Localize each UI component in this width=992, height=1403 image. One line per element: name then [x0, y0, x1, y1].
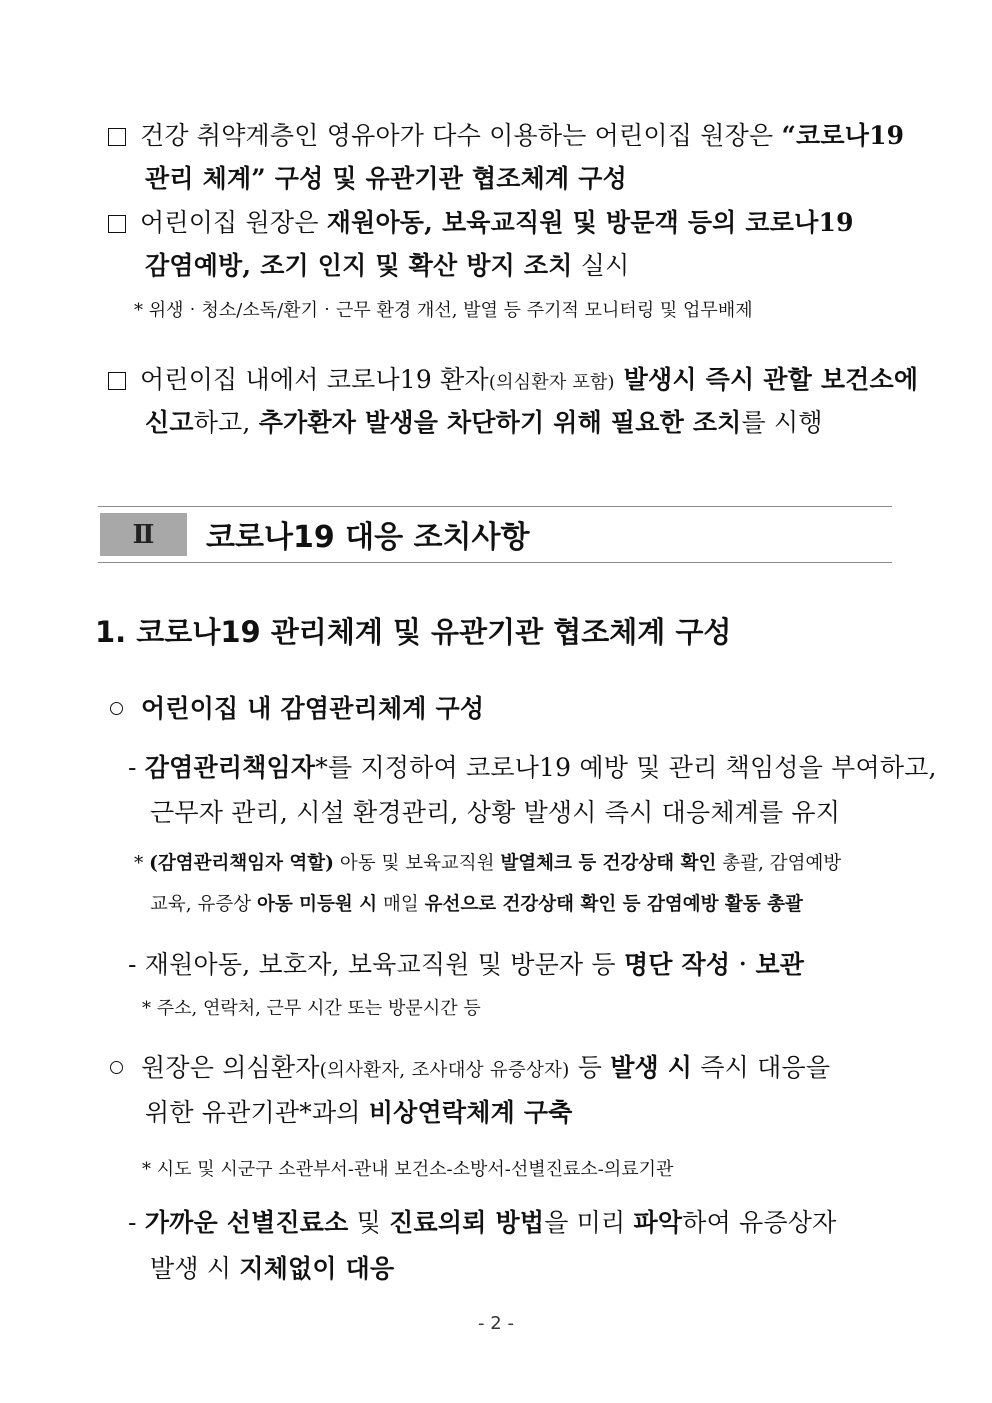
sub-2-dash-1-line-2: [150, 1249, 394, 1285]
text: 실시: [572, 251, 630, 280]
text: *과의: [299, 1098, 369, 1127]
intro-item-1-line-2: 관리 체계” 구성 및 유관기관 협조체계 구성: [145, 164, 627, 193]
text-bold: 발생시 즉시 관할 보건소에: [614, 365, 919, 394]
text: 어린이집 원장은: [140, 208, 327, 237]
sub-1-title: [110, 689, 484, 725]
dash-bullet: -: [128, 950, 145, 979]
sub-2-dash-1-line-1: [128, 1203, 837, 1239]
text-bold: 재원아동, 보육교직원 및 방문객 등의 코로나19: [326, 208, 854, 237]
text: 등: [569, 1053, 611, 1082]
text: 어린이집 내 감염관리체계 구성: [141, 694, 485, 723]
intro-item-2-line-2: [145, 246, 629, 282]
sub-1-note-1-line-2: [150, 890, 803, 916]
text: 및: [348, 1208, 390, 1237]
heading-1: 1. 코로나19 관리체계 및 유관기관 협조체계 구성: [95, 615, 732, 649]
text-bold: 유선으로 건강상태 확인 등 감염예방 활동 총괄: [424, 894, 803, 915]
text-bold: 파악: [633, 1208, 683, 1237]
text: 하고,: [193, 408, 259, 437]
text-bold: 아동 미등원 시: [257, 894, 378, 915]
checkbox-icon: [108, 215, 126, 233]
text: 발생 시: [150, 1254, 240, 1283]
text: 원장은 의심환자: [141, 1053, 320, 1082]
text-bold: (감염관리책임자 역할): [149, 853, 334, 874]
text: 위한 유관기관: [145, 1098, 300, 1127]
checkbox-icon: [108, 372, 126, 390]
page-number: - 2 -: [478, 1313, 514, 1334]
section-title: 코로나19 대응 조치사항: [206, 520, 530, 555]
text-bold: “코로나19: [781, 121, 905, 150]
sub-2-line-2: [145, 1093, 573, 1129]
section-number-box: Ⅱ: [100, 513, 187, 556]
text-bold: 발생 시: [610, 1053, 693, 1082]
text: 교육, 유증상: [150, 894, 257, 915]
dash-bullet: -: [128, 753, 145, 782]
text: 매일: [377, 894, 425, 915]
text-small: (의심환자 포함): [488, 372, 615, 393]
text: 어린이집 내에서 코로나19 환자: [140, 365, 489, 394]
text-bold: 진료의뢰 방법: [389, 1208, 545, 1237]
text-bold: 추가환자 발생을 차단하기 위해 필요한 조치: [258, 408, 742, 437]
text: 재원아동, 보호자, 보육교직원 및 방문자 등: [144, 950, 624, 979]
text-bold: 신고: [145, 408, 194, 437]
text-bold: 감염관리책임자: [144, 753, 316, 782]
dash-bullet: -: [128, 1208, 145, 1237]
sub-1-note-2: * 주소, 연락처, 근무 시간 또는 방문시간 등: [142, 998, 481, 1019]
intro-item-3-line-2: [145, 403, 823, 439]
sub-1-dash-2: [128, 945, 804, 981]
text: 총괄, 감염예방: [716, 853, 842, 874]
text: 를 시행: [741, 408, 823, 437]
text: 하여 유증상자: [682, 1208, 837, 1237]
text-bold: 가까운 선별진료소: [144, 1208, 349, 1237]
text: 건강 취약계층인 영유아가 다수 이용하는 어린이집 원장은: [140, 121, 782, 150]
sub-1-dash-1-line-1: [128, 748, 937, 784]
text: *: [134, 853, 150, 874]
sub-2-line-1: [110, 1048, 830, 1084]
intro-item-3-line-1: [108, 360, 918, 396]
sub-1-dash-1-line-2: 근무자 관리, 시설 환경관리, 상황 발생시 즉시 대응체계를 유지: [150, 798, 841, 827]
intro-item-2-note: * 위생‧청소/소독/환기‧근무 환경 개선, 발열 등 주기적 모니터링 및 업무배제: [134, 300, 753, 321]
text: 아동 및 보육교직원: [333, 853, 501, 874]
text-small: (의사환자, 조사대상 유증상자): [319, 1060, 570, 1081]
intro-item-1-line-1: [108, 116, 904, 152]
text-bold: 지체없이 대응: [239, 1254, 395, 1283]
text-bold: 감염예방, 조기 인지 및 확산 방지 조치: [145, 251, 573, 280]
checkbox-icon: [108, 128, 126, 146]
circle-bullet-icon: [110, 1061, 123, 1074]
circle-bullet-icon: [110, 702, 123, 715]
text: 즉시 대응을: [692, 1053, 831, 1082]
intro-item-2-line-1: [108, 203, 854, 239]
text-bold: 발열체크 등 건강상태 확인: [500, 853, 717, 874]
sub-2-note: * 시도 및 시군구 소관부서-관내 보건소-소방서-선별진료소-의료기관: [142, 1159, 674, 1180]
section-bottom-rule: [98, 562, 892, 563]
section-top-rule: [98, 506, 892, 507]
text-bold: 비상연락체계 구축: [368, 1098, 573, 1127]
text: *를 지정하여 코로나19 예방 및 관리 책임성을 부여하고,: [315, 753, 937, 782]
text: 을 미리: [544, 1208, 634, 1237]
sub-1-note-1-line-1: [134, 849, 841, 875]
text-bold: 명단 작성‧보관: [623, 950, 805, 979]
